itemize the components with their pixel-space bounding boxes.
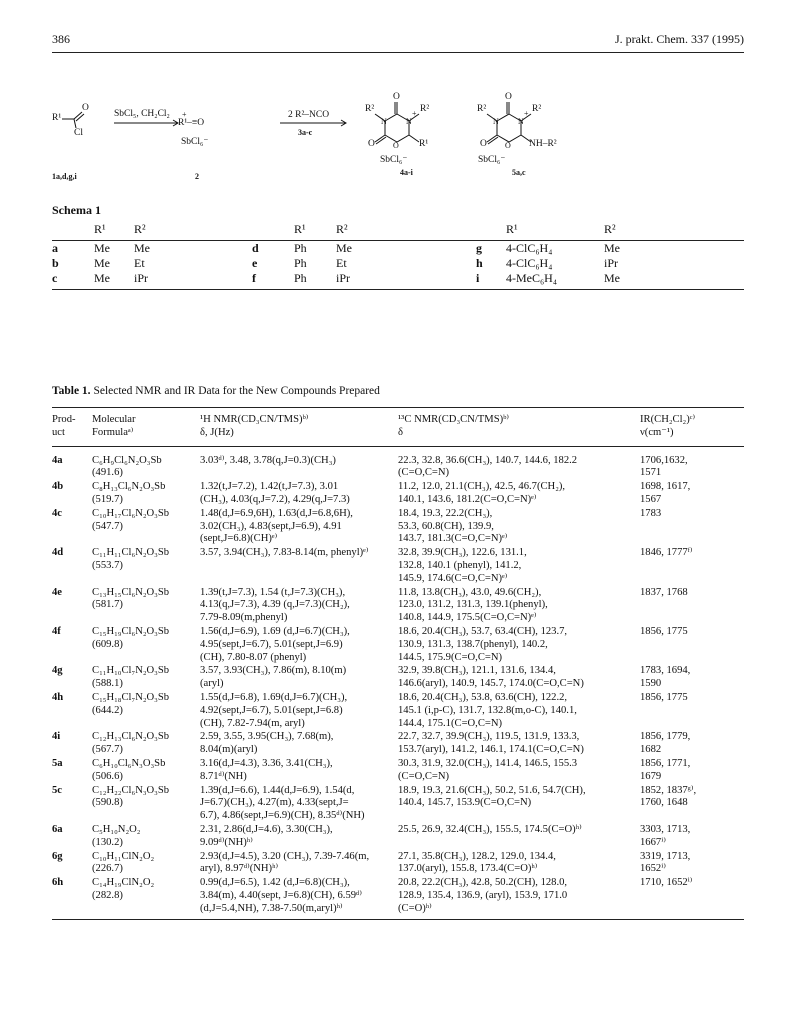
- chlorine-label: Cl: [74, 128, 83, 138]
- molecular-formula-line: (491.6): [92, 467, 123, 479]
- ring4-r1: R¹: [419, 139, 429, 149]
- cell: Ph: [294, 241, 307, 255]
- ring5-exo-o: O: [480, 139, 487, 149]
- molecular-formula: [92, 508, 200, 547]
- ir-data-line: 1856, 1775: [640, 625, 688, 637]
- ring4-anion: SbCl₆⁻: [380, 155, 408, 165]
- c-nmr-data: [398, 587, 640, 626]
- col-header-ir: IR(CH₂Cl₂)ᶜ⁾ ν(cm⁻¹): [640, 408, 744, 447]
- molecular-formula: [92, 731, 200, 758]
- c-nmr-data: [398, 508, 640, 547]
- compound-label-5: 5a,c: [512, 168, 526, 177]
- molecular-formula-line: (547.7): [92, 520, 123, 532]
- molecular-formula-line: C₁₁H₁₁Cl₆N₂O₃Sb: [92, 547, 170, 559]
- product-id: 4a: [52, 454, 63, 466]
- molecular-formula-line: (588.1): [92, 678, 123, 690]
- h-nmr-data-line: aryl), 8.97ᵈ⁾(NH)ʰ⁾: [200, 863, 279, 875]
- table-body: [52, 446, 744, 920]
- table-caption: [52, 385, 380, 397]
- product-id: 4i: [52, 731, 61, 743]
- compound-key: c: [52, 271, 94, 290]
- page-number: 386: [52, 32, 70, 46]
- h-nmr-data-line: 2.59, 3.55, 3.95(CH₃), 7.68(m),: [200, 731, 334, 743]
- cell: Me: [94, 256, 110, 270]
- ring4-n-right: N: [406, 117, 412, 126]
- h-nmr-data: [200, 587, 398, 626]
- ir-data: [640, 626, 744, 665]
- product-id: 4d: [52, 547, 64, 559]
- molecular-formula-line: C₁₀H₁₇Cl₆N₂O₃Sb: [92, 507, 170, 519]
- molecular-formula-line: C₁₀H₁₁ClN₂O₂: [92, 850, 155, 862]
- ir-data-line: 1571: [640, 467, 662, 479]
- table-caption-label: Table 1.: [52, 385, 91, 397]
- ir-data-line: 1856, 1771,: [640, 757, 691, 769]
- ring4-carbonyl-o: O: [393, 92, 400, 102]
- ir-data-line: 1590: [640, 678, 662, 690]
- table-row: [52, 851, 744, 878]
- h-nmr-data-line: J=6.7)(CH₃), 4.27(m), 4.33(sept,J=: [200, 797, 349, 809]
- ir-data-line: 1652ⁱ⁾: [640, 863, 666, 875]
- ring5-r2-right: R²: [532, 104, 542, 114]
- ir-data: [640, 587, 744, 626]
- ring4-r2-left: R²: [365, 104, 375, 114]
- molecular-formula-line: (567.7): [92, 744, 123, 756]
- ring4-n-left: N: [381, 117, 387, 126]
- col-header-formula: Molecular Formulaᵃ⁾: [92, 408, 200, 447]
- cell: iPr: [604, 256, 619, 270]
- ir-data-line: 1667ⁱ⁾: [640, 836, 666, 848]
- h-nmr-data-line: 1.55(d,J=6.8), 1.69(d,J=6.7)(CH₃),: [200, 691, 348, 703]
- molecular-formula-line: (506.6): [92, 770, 123, 782]
- cell: Me: [604, 271, 744, 290]
- h-nmr-data: [200, 446, 398, 481]
- product-id: 6h: [52, 877, 92, 920]
- ir-data-line: 1567: [640, 493, 662, 505]
- ir-data: [640, 446, 744, 481]
- c-nmr-data-line: 20.8, 22.2(CH₃), 42.8, 50.2(CH), 128.0,: [398, 877, 568, 889]
- c-nmr-data-line: 32.9, 39.8(CH₃), 121.1, 131.6, 134.4,: [398, 665, 556, 677]
- ir-data-line: 3303, 1713,: [640, 823, 691, 835]
- substituent-row: [52, 271, 744, 290]
- col-header-product: Prod- uct: [52, 408, 92, 447]
- ring5-anion: SbCl₆⁻: [478, 155, 506, 165]
- molecular-formula: [92, 587, 200, 626]
- cell: Et: [134, 256, 145, 270]
- molecular-formula: [92, 446, 200, 481]
- h-nmr-data-line: 0.99(d,J=6.5), 1.42 (d,J=6.8)(CH₃),: [200, 877, 350, 889]
- ir-data: [640, 824, 744, 851]
- molecular-formula: [92, 851, 200, 878]
- ring4-plus: +: [412, 109, 417, 118]
- ir-data: [640, 547, 744, 586]
- molecular-formula-line: C₆H₉Cl₆N₂O₃Sb: [92, 454, 162, 466]
- ring5-ring-o: O: [505, 141, 511, 150]
- c-nmr-data: [398, 626, 640, 665]
- compound-key: d: [252, 241, 259, 255]
- molecular-formula-line: C₁₅H₁₈Cl₇N₂O₃Sb: [92, 691, 170, 703]
- ir-data-line: 1698, 1617,: [640, 481, 691, 493]
- ir-data: [640, 481, 744, 508]
- cell: iPr: [336, 271, 476, 290]
- h-nmr-data: [200, 877, 398, 920]
- c-nmr-data-line: 25.5, 26.9, 32.4(CH₃), 155.5, 174.5(C=O)ʰ⁾: [398, 823, 582, 835]
- c-nmr-data-line: 153.7(aryl), 141.2, 146.1, 174.1(C=O,C=N): [398, 744, 584, 756]
- cell: Me: [94, 241, 110, 255]
- c-nmr-data: [398, 481, 640, 508]
- c-nmr-data-line: 27.1, 35.8(CH₃), 128.2, 129.0, 134.4,: [398, 850, 556, 862]
- h-nmr-data: [200, 731, 398, 758]
- molecular-formula: [92, 877, 200, 920]
- h-nmr-data-line: (d,J=5.4,NH), 7.38-7.50(m,aryl)ʰ⁾: [200, 902, 343, 914]
- molecular-formula-line: C₁₅H₁₉Cl₆N₂O₃Sb: [92, 625, 170, 637]
- ir-data-line: 1783: [640, 507, 662, 519]
- product-id: 4e: [52, 586, 62, 598]
- c-nmr-data: [398, 547, 640, 586]
- table-row: [52, 665, 744, 692]
- molecular-formula: [92, 481, 200, 508]
- ring5-nh-r2: NH–R²: [529, 139, 557, 149]
- ir-data: [640, 785, 744, 824]
- product-id: 4g: [52, 665, 63, 677]
- product-id: 5a: [52, 757, 63, 769]
- ring5-plus: +: [524, 109, 529, 118]
- c-nmr-data-line: 18.4, 19.3, 22.2(CH₃),: [398, 507, 493, 519]
- ring5-carbonyl-o: O: [505, 92, 512, 102]
- c-nmr-data: [398, 731, 640, 758]
- h-nmr-data: [200, 626, 398, 665]
- molecular-formula-line: (130.2): [92, 836, 123, 848]
- h-nmr-data: [200, 851, 398, 878]
- journal-page: [52, 0, 744, 1032]
- substituent-header-row: [52, 222, 744, 241]
- h-nmr-data-line: 2.93(d,J=4.5), 3.20 (CH₃), 7.39-7.46(m,: [200, 850, 370, 862]
- cell: Et: [336, 256, 347, 270]
- c-nmr-data-line: 146.6(aryl), 140.9, 145.7, 174.0(C=O,C=N): [398, 678, 584, 690]
- ir-data-line: 1710, 1652ⁱ⁾: [640, 877, 693, 889]
- ring5-r2-left: R²: [477, 104, 487, 114]
- h-nmr-data-line: 4.95(sept,J=6.7), 5.01(sept,J=6.9): [200, 638, 343, 650]
- c-nmr-data-line: (C=O,C=N): [398, 467, 450, 479]
- c-nmr-data-line: (C=O)ʰ⁾: [398, 902, 432, 914]
- molecular-formula: [92, 547, 200, 586]
- molecular-formula: [92, 692, 200, 731]
- h-nmr-data: [200, 547, 398, 586]
- c-nmr-data: [398, 824, 640, 851]
- cell: Me: [336, 241, 352, 255]
- product-id: 4b: [52, 481, 64, 493]
- h-nmr-data-line: 1.56(d,J=6.9), 1.69 (d,J=6.7)(CH₃),: [200, 625, 350, 637]
- compound-key: b: [52, 256, 59, 270]
- molecular-formula: [92, 758, 200, 785]
- ring4-r2-right: R²: [420, 104, 430, 114]
- compound-label-4: 4a-i: [400, 168, 413, 177]
- col-header-c-nmr: ¹³C NMR(CD₃CN/TMS)ᵇ⁾ δ: [398, 408, 640, 447]
- c-nmr-data: [398, 785, 640, 824]
- compound-key: e: [252, 256, 258, 270]
- table-row: [52, 692, 744, 731]
- molecular-formula-line: C₁₄H₁₉ClN₂O₂: [92, 877, 155, 889]
- c-nmr-data: [398, 758, 640, 785]
- c-nmr-data-line: 137.0(aryl), 155.8, 173.4(C=O)ʰ⁾: [398, 863, 538, 875]
- compound-key: h: [476, 256, 483, 270]
- molecular-formula-line: (282.8): [92, 889, 123, 901]
- h-nmr-data: [200, 824, 398, 851]
- cell: 4-MeC₆H₄: [506, 271, 604, 290]
- c-nmr-data-line: 11.2, 12.0, 21.1(CH₃), 42.5, 46.7(CH₂),: [398, 481, 566, 493]
- oxygen-label: O: [82, 103, 89, 113]
- cell: Ph: [294, 256, 307, 270]
- substituent-table: [52, 222, 744, 290]
- ir-data: [640, 851, 744, 878]
- cell: Me: [134, 241, 150, 255]
- table-row: [52, 824, 744, 851]
- c-nmr-data-line: 22.7, 32.7, 39.9(CH₃), 119.5, 131.9, 133.3,: [398, 731, 580, 743]
- c-nmr-data-line: 30.3, 31.9, 32.0(CH₃), 141.4, 146.5, 155.3: [398, 757, 578, 769]
- cell: Ph: [294, 271, 336, 290]
- ir-data-line: 1682: [640, 744, 662, 756]
- c-nmr-data-line: 132.8, 140.1 (phenyl), 141.2,: [398, 559, 522, 571]
- substituent-row: [52, 241, 744, 257]
- ring5-n-left: N: [493, 117, 499, 126]
- molecular-formula-line: C₈H₁₃Cl₆N₂O₃Sb: [92, 481, 166, 493]
- acylium-anion: SbCl₆⁻: [181, 137, 209, 147]
- compound-label-2: 2: [195, 172, 199, 181]
- c-nmr-data-line: 18.6, 20.4(CH₃), 53.7, 63.4(CH), 123.7,: [398, 625, 568, 637]
- ring4-exo-o: O: [368, 139, 375, 149]
- ir-data-line: 1852, 1837ᵍ⁾,: [640, 784, 697, 796]
- r1-label: R¹: [52, 113, 62, 123]
- reagent-isocyanate-label: 3a-c: [298, 128, 313, 137]
- c-nmr-data: [398, 877, 640, 920]
- c-nmr-data-line: 140.8, 144.9, 175.5(C=O,C=N)ᵉ⁾: [398, 612, 537, 624]
- product-id: 6a: [52, 823, 63, 835]
- h-nmr-data-line: 3.02(CH₃), 4.83(sept,J=6.9), 4.91: [200, 520, 342, 532]
- h-nmr-data: [200, 785, 398, 824]
- h-nmr-data: [200, 692, 398, 731]
- h-nmr-data-line: 3.57, 3.93(CH₃), 7.86(m), 8.10(m): [200, 665, 347, 677]
- molecular-formula: [92, 785, 200, 824]
- table-row: [52, 731, 744, 758]
- h-nmr-data-line: (CH), 7.82-7.94(m, aryl): [200, 717, 305, 729]
- header-r2: R²: [134, 222, 252, 241]
- ir-data-line: 1846, 1777ᶠ⁾: [640, 547, 693, 559]
- h-nmr-data-line: 1.48(d,J=6.9,6H), 1.63(d,J=6.8,6H),: [200, 507, 353, 519]
- c-nmr-data: [398, 851, 640, 878]
- ir-data-line: 1837, 1768: [640, 586, 688, 598]
- ring4-ring-o: O: [393, 141, 399, 150]
- table-row: [52, 758, 744, 785]
- reaction-scheme: [52, 92, 744, 187]
- h-nmr-data-line: (CH₃), 4.03(q,J=7.2), 4.29(q,J=7.3): [200, 493, 350, 505]
- reagent-isocyanate: 2 R²–NCO: [288, 110, 330, 120]
- h-nmr-data-line: 7.79-8.09(m,phenyl): [200, 612, 288, 624]
- cell: Me: [94, 271, 134, 290]
- c-nmr-data-line: 143.7, 181.3(C=O,C=N)ᵉ⁾: [398, 533, 508, 545]
- header-r1: R¹: [294, 222, 336, 241]
- c-nmr-data-line: 123.0, 131.2, 131.3, 139.1(phenyl),: [398, 599, 548, 611]
- h-nmr-data-line: (aryl): [200, 678, 224, 690]
- c-nmr-data-line: 145.9, 174.6(C=O,C=N)ᵉ⁾: [398, 572, 508, 584]
- table-row: [52, 446, 744, 481]
- c-nmr-data-line: 18.6, 20.4(CH₃), 53.8, 63.6(CH), 122.2,: [398, 691, 568, 703]
- table-row: [52, 587, 744, 626]
- ir-data-line: 1783, 1694,: [640, 665, 691, 677]
- ir-data: [640, 508, 744, 547]
- c-nmr-data-line: 145.1 (i,p-C), 131.7, 132.8(m,o-C), 140.1,: [398, 704, 577, 716]
- cell: 4-ClC₆H₄: [506, 256, 553, 270]
- h-nmr-data: [200, 508, 398, 547]
- cell: iPr: [134, 271, 252, 290]
- h-nmr-data-line: 3.03ᵈ⁾, 3.48, 3.78(q,J=0.3)(CH₃): [200, 454, 336, 466]
- ir-data: [640, 731, 744, 758]
- h-nmr-data-line: 3.16(d,J=4.3), 3.36, 3.41(CH₃),: [200, 757, 333, 769]
- molecular-formula-line: C₁₂H₁₃Cl₆N₂O₃Sb: [92, 731, 170, 743]
- compound-key: i: [476, 271, 506, 290]
- molecular-formula-line: C₆H₁₀Cl₆N₃O₃Sb: [92, 757, 166, 769]
- table-row: [52, 547, 744, 586]
- c-nmr-data-line: (C=O,C=N): [398, 770, 450, 782]
- h-nmr-data-line: 8.04(m)(aryl): [200, 744, 258, 756]
- scheme-bonds: [52, 92, 744, 187]
- molecular-formula-line: (581.7): [92, 599, 123, 611]
- schema-title: Schema 1: [52, 203, 101, 217]
- table-row: [52, 785, 744, 824]
- table-row: [52, 508, 744, 547]
- table-row: [52, 481, 744, 508]
- molecular-formula: [92, 665, 200, 692]
- h-nmr-data: [200, 758, 398, 785]
- product-id: 4c: [52, 507, 62, 519]
- molecular-formula-line: C₁₁H₁₀Cl₇N₂O₃Sb: [92, 665, 170, 677]
- product-id: 4f: [52, 625, 61, 637]
- h-nmr-data-line: (CH), 7.80-8.07 (phenyl): [200, 651, 307, 663]
- h-nmr-data-line: 4.13(q,J=7.3), 4.39 (q,J=7.3)(CH₂),: [200, 599, 350, 611]
- molecular-formula-line: (609.8): [92, 638, 123, 650]
- h-nmr-data-line: 6.7), 4.86(sept,J=6.9)(CH), 8.35ᵈ⁾(NH): [200, 810, 365, 822]
- c-nmr-data: [398, 692, 640, 731]
- h-nmr-data-line: 3.57, 3.94(CH₃), 7.83-8.14(m, phenyl)ᵉ⁾: [200, 547, 369, 559]
- table-row: [52, 877, 744, 920]
- cell: 4-ClC₆H₄: [506, 241, 553, 255]
- header-r1: R¹: [94, 222, 134, 241]
- c-nmr-data: [398, 665, 640, 692]
- molecular-formula-line: (519.7): [92, 493, 123, 505]
- c-nmr-data: [398, 446, 640, 481]
- ir-data-line: 1856, 1779,: [640, 731, 691, 743]
- table-caption-text: Selected NMR and IR Data for the New Compounds Prepared: [90, 385, 380, 397]
- header-r1: R¹: [506, 222, 604, 241]
- molecular-formula-line: C₅H₁₀N₂O₂: [92, 823, 141, 835]
- ir-data-line: 1856, 1775: [640, 691, 688, 703]
- h-nmr-data-line: 8.71ᵈ⁾(NH): [200, 770, 247, 782]
- product-id: 6g: [52, 850, 63, 862]
- header-r2: R²: [336, 222, 476, 241]
- header-r2: R²: [604, 222, 744, 241]
- c-nmr-data-line: 18.9, 19.3, 21.6(CH₃), 50.2, 51.6, 54.7(CH),: [398, 784, 586, 796]
- c-nmr-data-line: 140.1, 143.6, 181.2(C=O,C=N)ᵉ⁾: [398, 493, 537, 505]
- reagent-sbcl5: SbCl₅, CH₂Cl₂: [114, 109, 170, 119]
- c-nmr-data-line: 128.9, 135.4, 136.9, (aryl), 153.9, 171.0: [398, 889, 568, 901]
- molecular-formula-line: (590.8): [92, 797, 123, 809]
- molecular-formula-line: (644.2): [92, 704, 123, 716]
- c-nmr-data-line: 140.4, 145.7, 153.9(C=O,C=N): [398, 797, 532, 809]
- h-nmr-data: [200, 665, 398, 692]
- substituent-row: [52, 256, 744, 271]
- table-row: [52, 626, 744, 665]
- h-nmr-data-line: 3.84(m), 4.40(sept, J=6.8)(CH), 6.59ᵈ⁾: [200, 889, 362, 901]
- c-nmr-data-line: 22.3, 32.8, 36.6(CH₃), 140.7, 144.6, 182.2: [398, 454, 578, 466]
- c-nmr-data-line: 130.9, 131.3, 138.7(phenyl), 140.2,: [398, 638, 548, 650]
- table-header-row: [52, 408, 744, 447]
- compound-key: g: [476, 241, 482, 255]
- compound-key: a: [52, 241, 58, 255]
- molecular-formula: [92, 626, 200, 665]
- product-id: 5c: [52, 784, 62, 796]
- h-nmr-data-line: (sept,J=6.8)(CH)ᵉ⁾: [200, 533, 278, 545]
- col-header-h-nmr: ¹H NMR(CD₃CN/TMS)ᵇ⁾ δ, J(Hz): [200, 408, 398, 447]
- compound-label-1: 1a,d,g,i: [52, 172, 77, 181]
- molecular-formula: [92, 824, 200, 851]
- h-nmr-data: [200, 481, 398, 508]
- c-nmr-data-line: 11.8, 13.8(CH₃), 43.0, 49.6(CH₂),: [398, 586, 542, 598]
- molecular-formula-line: (226.7): [92, 863, 123, 875]
- ir-data-line: 3319, 1713,: [640, 850, 691, 862]
- h-nmr-data-line: 9.09ᵈ⁾(NH)ʰ⁾: [200, 836, 253, 848]
- acylium-plus: +: [182, 110, 187, 119]
- compound-key: f: [252, 271, 294, 290]
- ir-data-line: 1679: [640, 770, 662, 782]
- c-nmr-data-line: 144.5, 175.9(C=O,C=N): [398, 651, 503, 663]
- ir-data: [640, 877, 744, 920]
- h-nmr-data-line: 4.92(sept,J=6.7), 5.01(sept,J=6.8): [200, 704, 343, 716]
- h-nmr-data-line: 2.31, 2.86(d,J=4.6), 3.30(CH₃),: [200, 823, 333, 835]
- nmr-ir-data-table: [52, 407, 744, 920]
- molecular-formula-line: (553.7): [92, 559, 123, 571]
- molecular-formula-line: C₁₃H₁₅Cl₆N₂O₃Sb: [92, 586, 170, 598]
- cell: Me: [604, 241, 620, 255]
- ir-data: [640, 758, 744, 785]
- header-rule: [52, 52, 744, 53]
- ir-data-line: 1706,1632,: [640, 454, 688, 466]
- h-nmr-data-line: 1.32(t,J=7.2), 1.42(t,J=7.3), 3.01: [200, 481, 339, 493]
- c-nmr-data-line: 144.4, 175.1(C=O,C=N): [398, 717, 503, 729]
- c-nmr-data-line: 53.3, 60.8(CH), 139.9,: [398, 520, 494, 532]
- ir-data: [640, 665, 744, 692]
- h-nmr-data-line: 1.39(d,J=6.6), 1.44(d,J=6.9), 1.54(d,: [200, 784, 355, 796]
- acylium-cation: R¹–≡O: [178, 118, 205, 128]
- product-id: 4h: [52, 691, 64, 703]
- h-nmr-data-line: 1.39(t,J=7.3), 1.54 (t,J=7.3)(CH₃),: [200, 586, 346, 598]
- molecular-formula-line: C₁₂H₂₂Cl₆N₃O₃Sb: [92, 784, 170, 796]
- ring5-n-right: N: [518, 117, 524, 126]
- journal-reference: J. prakt. Chem. 337 (1995): [615, 32, 744, 46]
- c-nmr-data-line: 32.8, 39.9(CH₃), 122.6, 131.1,: [398, 547, 527, 559]
- ir-data: [640, 692, 744, 731]
- ir-data-line: 1760, 1648: [640, 797, 688, 809]
